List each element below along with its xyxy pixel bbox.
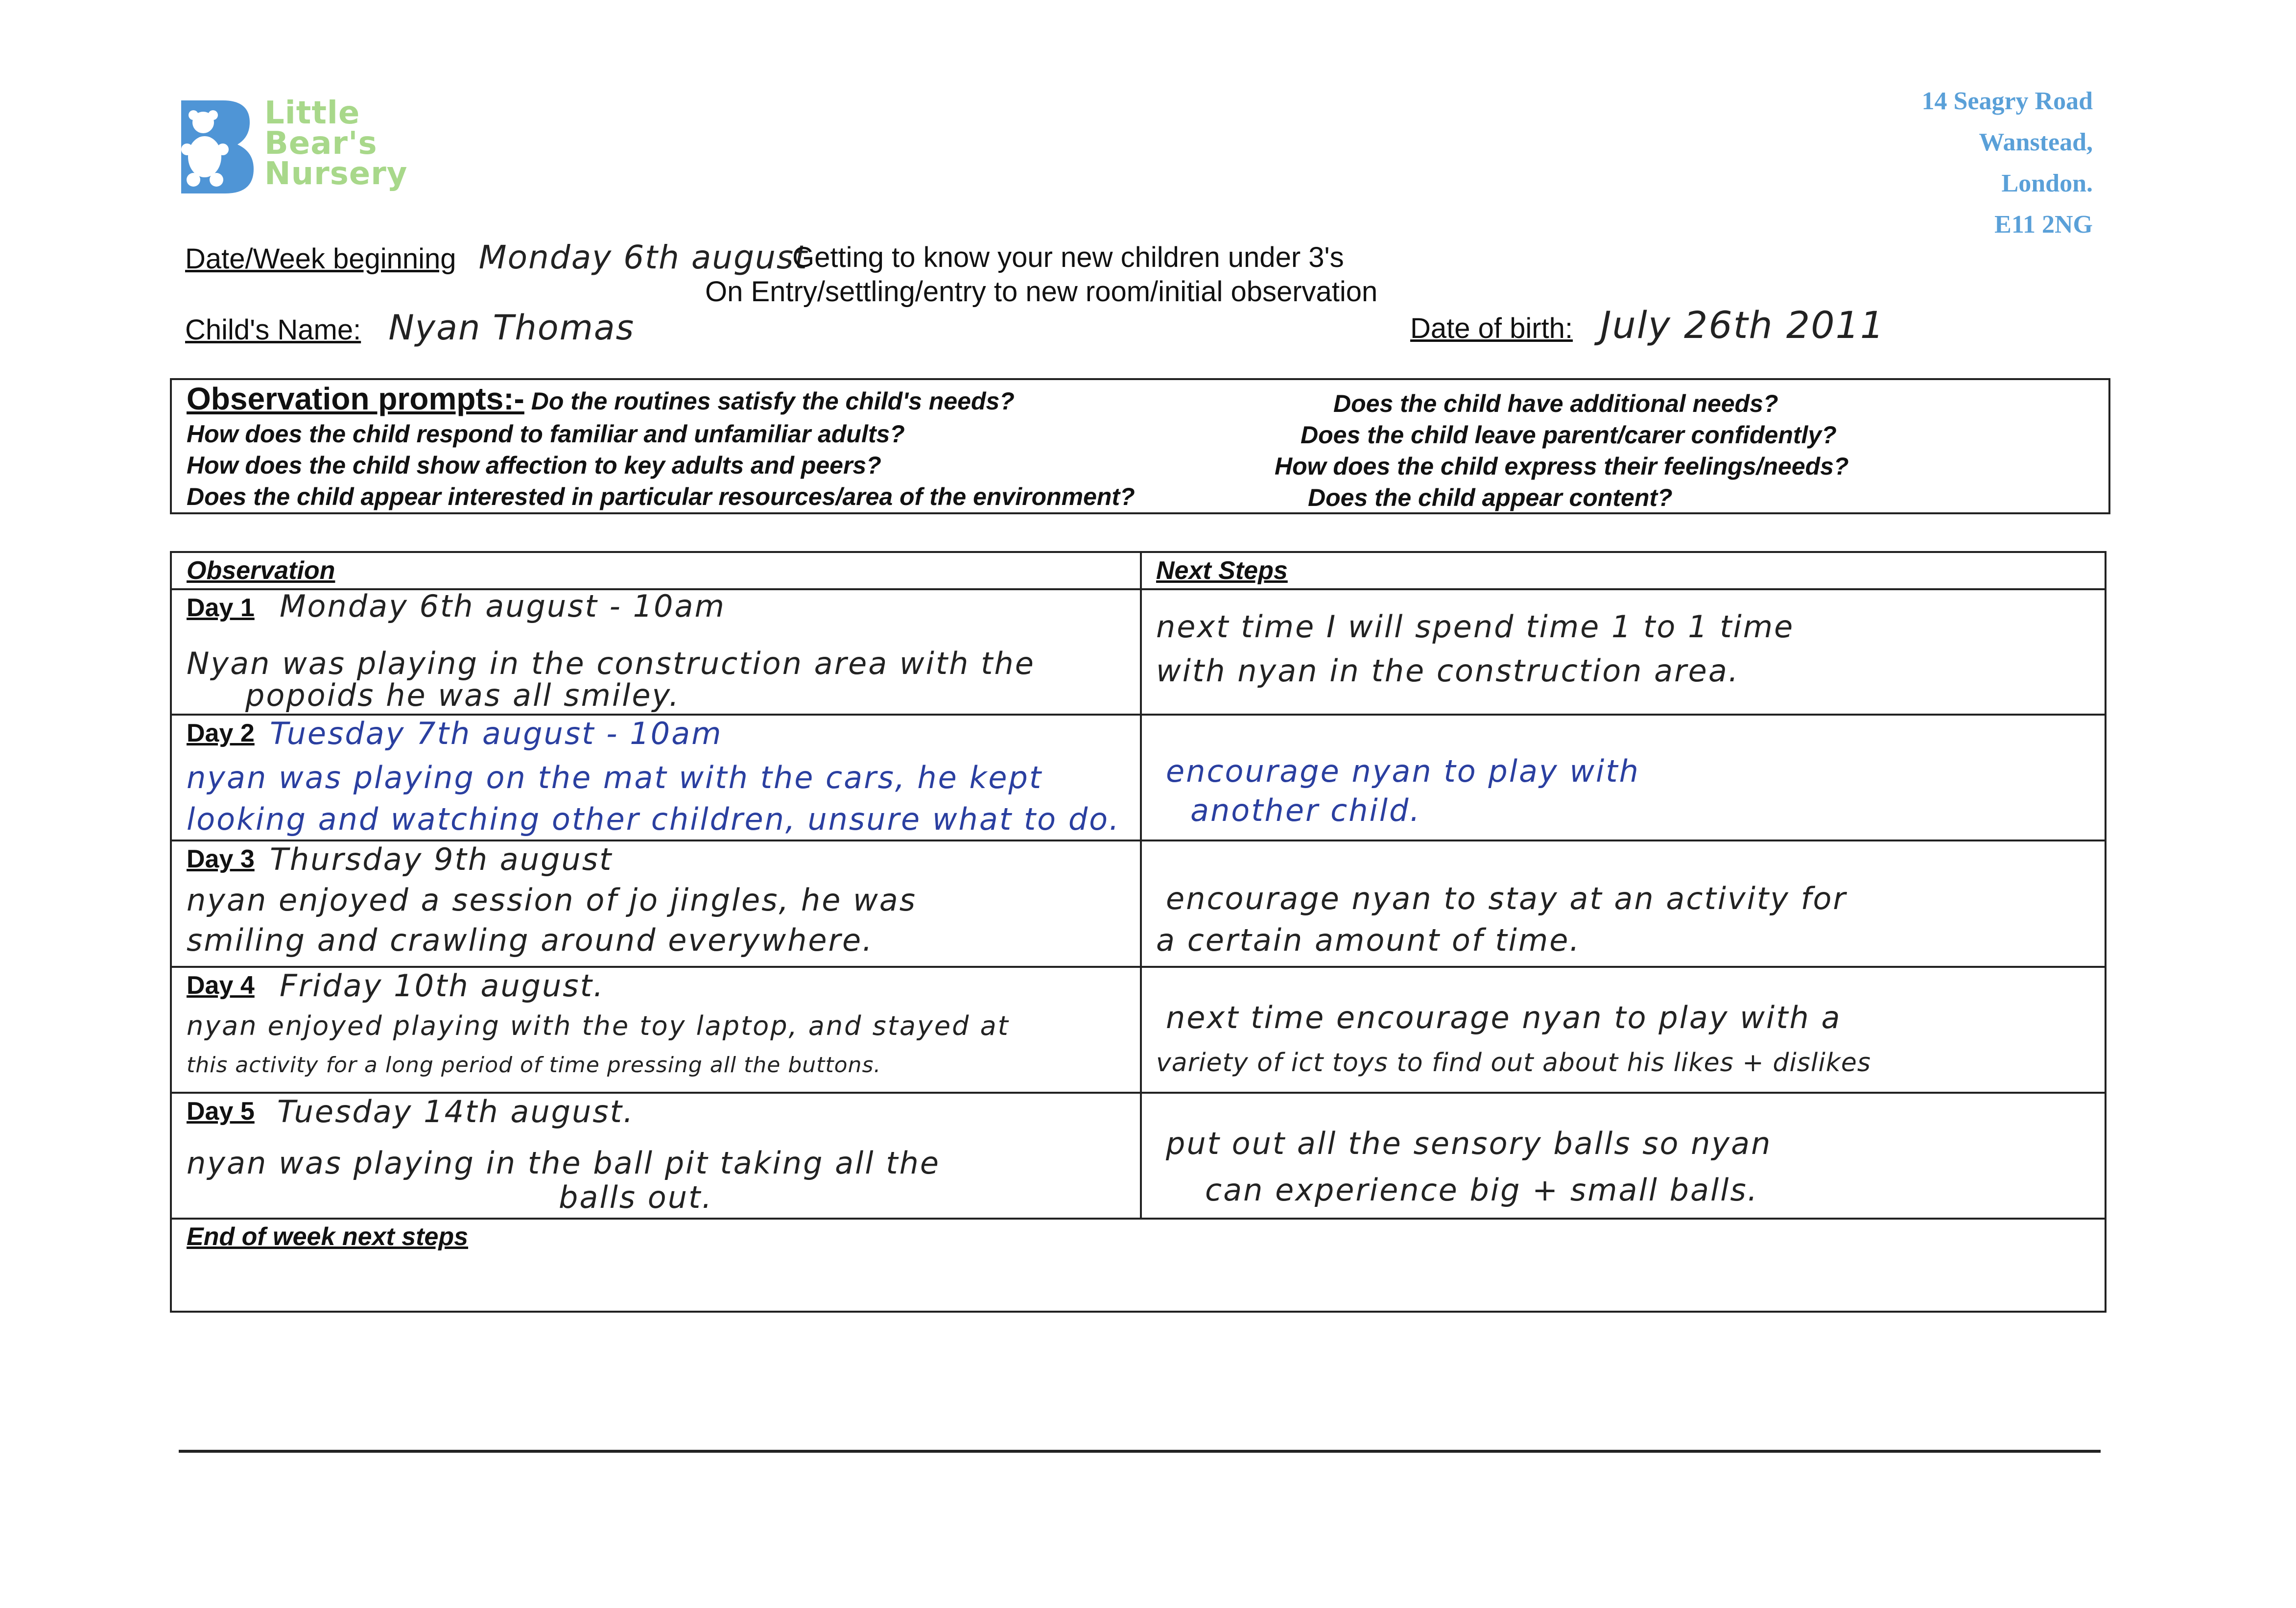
date-week-label: Date/Week beginning: [185, 243, 456, 275]
prompt-left-4: Does the child appear interested in particular resources/area of the environment?: [187, 483, 1135, 510]
nursery-logo: [176, 95, 411, 196]
day-date: Tuesday 14th august.: [277, 1094, 635, 1129]
address-line: 14 Seagry Road: [1921, 87, 2093, 115]
form-title-line2: On Entry/settling/entry to new room/initial observation: [705, 276, 1378, 308]
logo-line: Little: [264, 95, 360, 131]
prompt-right-4: Does the child appear content?: [1308, 484, 1673, 511]
next-step-line: encourage nyan to stay at an activity for: [1166, 881, 1847, 916]
observation-line: nyan was playing on the mat with the cars, he kept: [187, 760, 1043, 795]
footer-rule: [179, 1450, 2101, 1453]
end-of-week-label: End of week next steps: [187, 1223, 469, 1251]
dob-value: July 26th 2011: [1600, 303, 1885, 347]
day-label: Day 1: [187, 594, 255, 622]
observation-line: nyan enjoyed a session of jo jingles, he was: [187, 882, 917, 918]
day-label: Day 3: [187, 845, 255, 873]
day-date: Thursday 9th august: [270, 841, 613, 877]
date-week-value: Monday 6th august: [478, 239, 808, 276]
address-line: E11 2NG: [1994, 211, 2093, 239]
prompt-left-3: How does the child show affection to key adults and peers?: [187, 452, 881, 479]
next-step-line: put out all the sensory balls so nyan: [1166, 1126, 1772, 1161]
bear-logo-icon: [176, 100, 255, 193]
observation-line: balls out.: [559, 1179, 713, 1215]
logo-line: Bear's: [264, 125, 378, 162]
logo-line: Nursery: [264, 156, 408, 192]
next-step-line: with nyan in the construction area.: [1156, 653, 1740, 689]
day-date: Friday 10th august.: [280, 968, 605, 1004]
next-step-line: variety of ict toys to find out about his likes + dislikes: [1156, 1048, 1871, 1078]
logo-text: [264, 95, 408, 192]
observation-header: Observation: [187, 556, 335, 585]
next-step-line: a certain amount of time.: [1156, 922, 1581, 958]
observation-line: nyan was playing in the ball pit taking all the: [187, 1145, 941, 1181]
observation-line: nyan enjoyed playing with the toy laptop, and stayed at: [187, 1010, 1010, 1041]
observation-line: popoids he was all smiley.: [245, 677, 681, 713]
observation-line: smiling and crawling around everywhere.: [187, 922, 874, 958]
prompt-row-1: [187, 381, 1015, 416]
child-name-label: Child's Name:: [185, 314, 361, 346]
child-name-value: Nyan Thomas: [388, 308, 635, 348]
child-name-row: [185, 308, 635, 348]
prompt-right-3: How does the child express their feelings/needs?: [1275, 453, 1849, 480]
nursery-address: [1921, 81, 2093, 245]
day-date: Tuesday 7th august - 10am: [270, 716, 723, 751]
observation-prompts-box: [170, 378, 2110, 514]
prompt-left-2: How does the child respond to familiar and unfamiliar adults?: [187, 420, 905, 448]
observation-line: looking and watching other children, unsure what to do.: [187, 801, 1120, 837]
form-title-line1: Getting to know your new children under 3's: [792, 241, 1344, 273]
next-step-line: next time I will spend time 1 to 1 time: [1156, 609, 1795, 645]
address-line: London.: [2001, 169, 2093, 197]
date-week-row: [185, 239, 808, 276]
observation-table: [170, 551, 2107, 1313]
next-step-line: can experience big + small balls.: [1205, 1172, 1759, 1208]
next-step-line: encourage nyan to play with: [1166, 753, 1640, 789]
observation-line: Nyan was playing in the construction area with the: [187, 646, 1035, 681]
row-divider: [172, 1218, 2105, 1220]
prompt-left-1: Do the routines satisfy the child's needs?: [531, 387, 1015, 415]
dob-row: [1410, 303, 1885, 347]
next-steps-header: Next Steps: [1156, 556, 1288, 585]
next-step-line: another child.: [1190, 792, 1421, 828]
prompt-right-2: Does the child leave parent/carer confidently?: [1301, 421, 1837, 449]
observation-line: this activity for a long period of time pressing all the buttons.: [187, 1053, 881, 1078]
next-step-line: next time encourage nyan to play with a: [1166, 1000, 1842, 1035]
day-label: Day 2: [187, 719, 255, 747]
prompts-title: Observation prompts:-: [187, 381, 524, 416]
day-date: Monday 6th august - 10am: [280, 588, 726, 624]
day-label: Day 4: [187, 971, 255, 1000]
prompt-right-1: Does the child have additional needs?: [1333, 390, 1778, 417]
address-line: Wanstead,: [1979, 128, 2093, 156]
column-divider: [1140, 553, 1142, 1218]
day-label: Day 5: [187, 1097, 255, 1126]
dob-label: Date of birth:: [1410, 312, 1573, 344]
